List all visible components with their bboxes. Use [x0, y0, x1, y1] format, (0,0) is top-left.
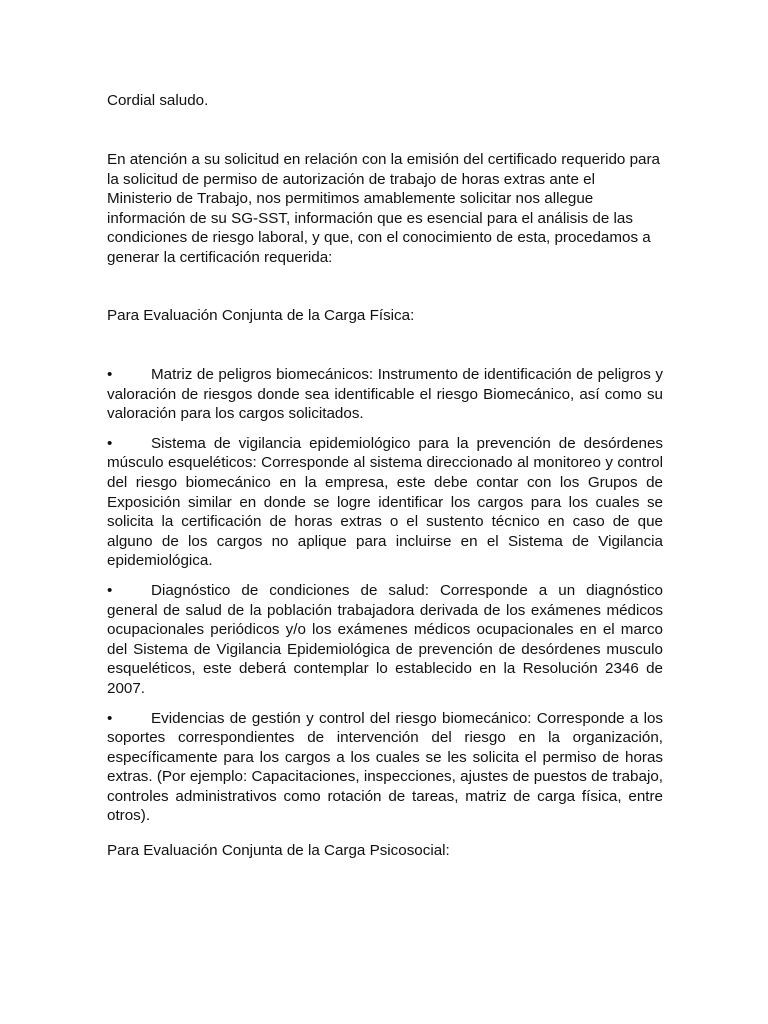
section-heading-carga-fisica: Para Evaluación Conjunta de la Carga Física:: [107, 307, 415, 324]
bullet-icon: •: [107, 434, 113, 452]
list-item: [107, 365, 663, 424]
intro-paragraph: En atención a su solicitud en relación con la emisión del certificado requerido para la solicitud de permiso de autorización de trabajo de horas extras ante el Ministerio de Trabajo, nos permitimos amablemente solicitar nos allegue información de su SG-SST, información que es esencial para el análisis de las condiciones de riesgo laboral, y que, con el conocimiento de esta, procedamos a generar la certificación requerida:: [107, 151, 660, 266]
section-heading-carga-psicosocial: Para Evaluación Conjunta de la Carga Psicosocial:: [107, 842, 450, 859]
list-item: [107, 434, 663, 571]
list-item: [107, 709, 663, 827]
requirements-list: [107, 365, 663, 826]
bullet-icon: •: [107, 366, 113, 383]
bullet-icon: •: [107, 581, 113, 599]
list-item-text: Sistema de vigilancia epidemiológico para la prevención de desórdenes músculo esqueléticos: Corresponde al sistema direccionado al monitoreo y control del riesgo biomecánico en la empresa, este debe contar con los Grupos de Exposición similar en donde se logre identificar los cargos para los cuales se solicita la certificación de horas extras o el sustento técnico en caso de que alguno de los cargos no aplique para incluirse en el Sistema de Vigilancia epidemiológica.: [107, 434, 663, 570]
bullet-icon: •: [107, 709, 113, 727]
list-item-text: Evidencias de gestión y control del riesgo biomecánico: Corresponde a los soportes correspondientes de intervención del riesgo en la organización, específicamente para los cargos a los cuales se les solicita el permiso de horas extras. (Por ejemplo: Capacitaciones, inspecciones, ajustes de puestos de trabajo, controles administrativos como rotación de tareas, matriz de carga física, entre otros).: [107, 709, 663, 825]
list-item: [107, 581, 663, 699]
list-item-text: Diagnóstico de condiciones de salud: Corresponde a un diagnóstico general de salud de la población trabajadora derivada de los exámenes médicos ocupacionales periódicos y/o los exámenes médicos ocupacionales en el marco del Sistema de Vigilancia Epidemiológica de prevención de desórdenes musculo esqueléticos, este deberá contemplar lo establecido en la Resolución 2346 de 2007.: [107, 581, 663, 697]
list-item-text: Matriz de peligros biomecánicos: Instrumento de identificación de peligros y valoración de riesgos donde sea identificable el riesgo Biomecánico, así como su valoración para los cargos solicitados.: [107, 366, 663, 423]
greeting-text: Cordial saludo.: [107, 92, 209, 109]
